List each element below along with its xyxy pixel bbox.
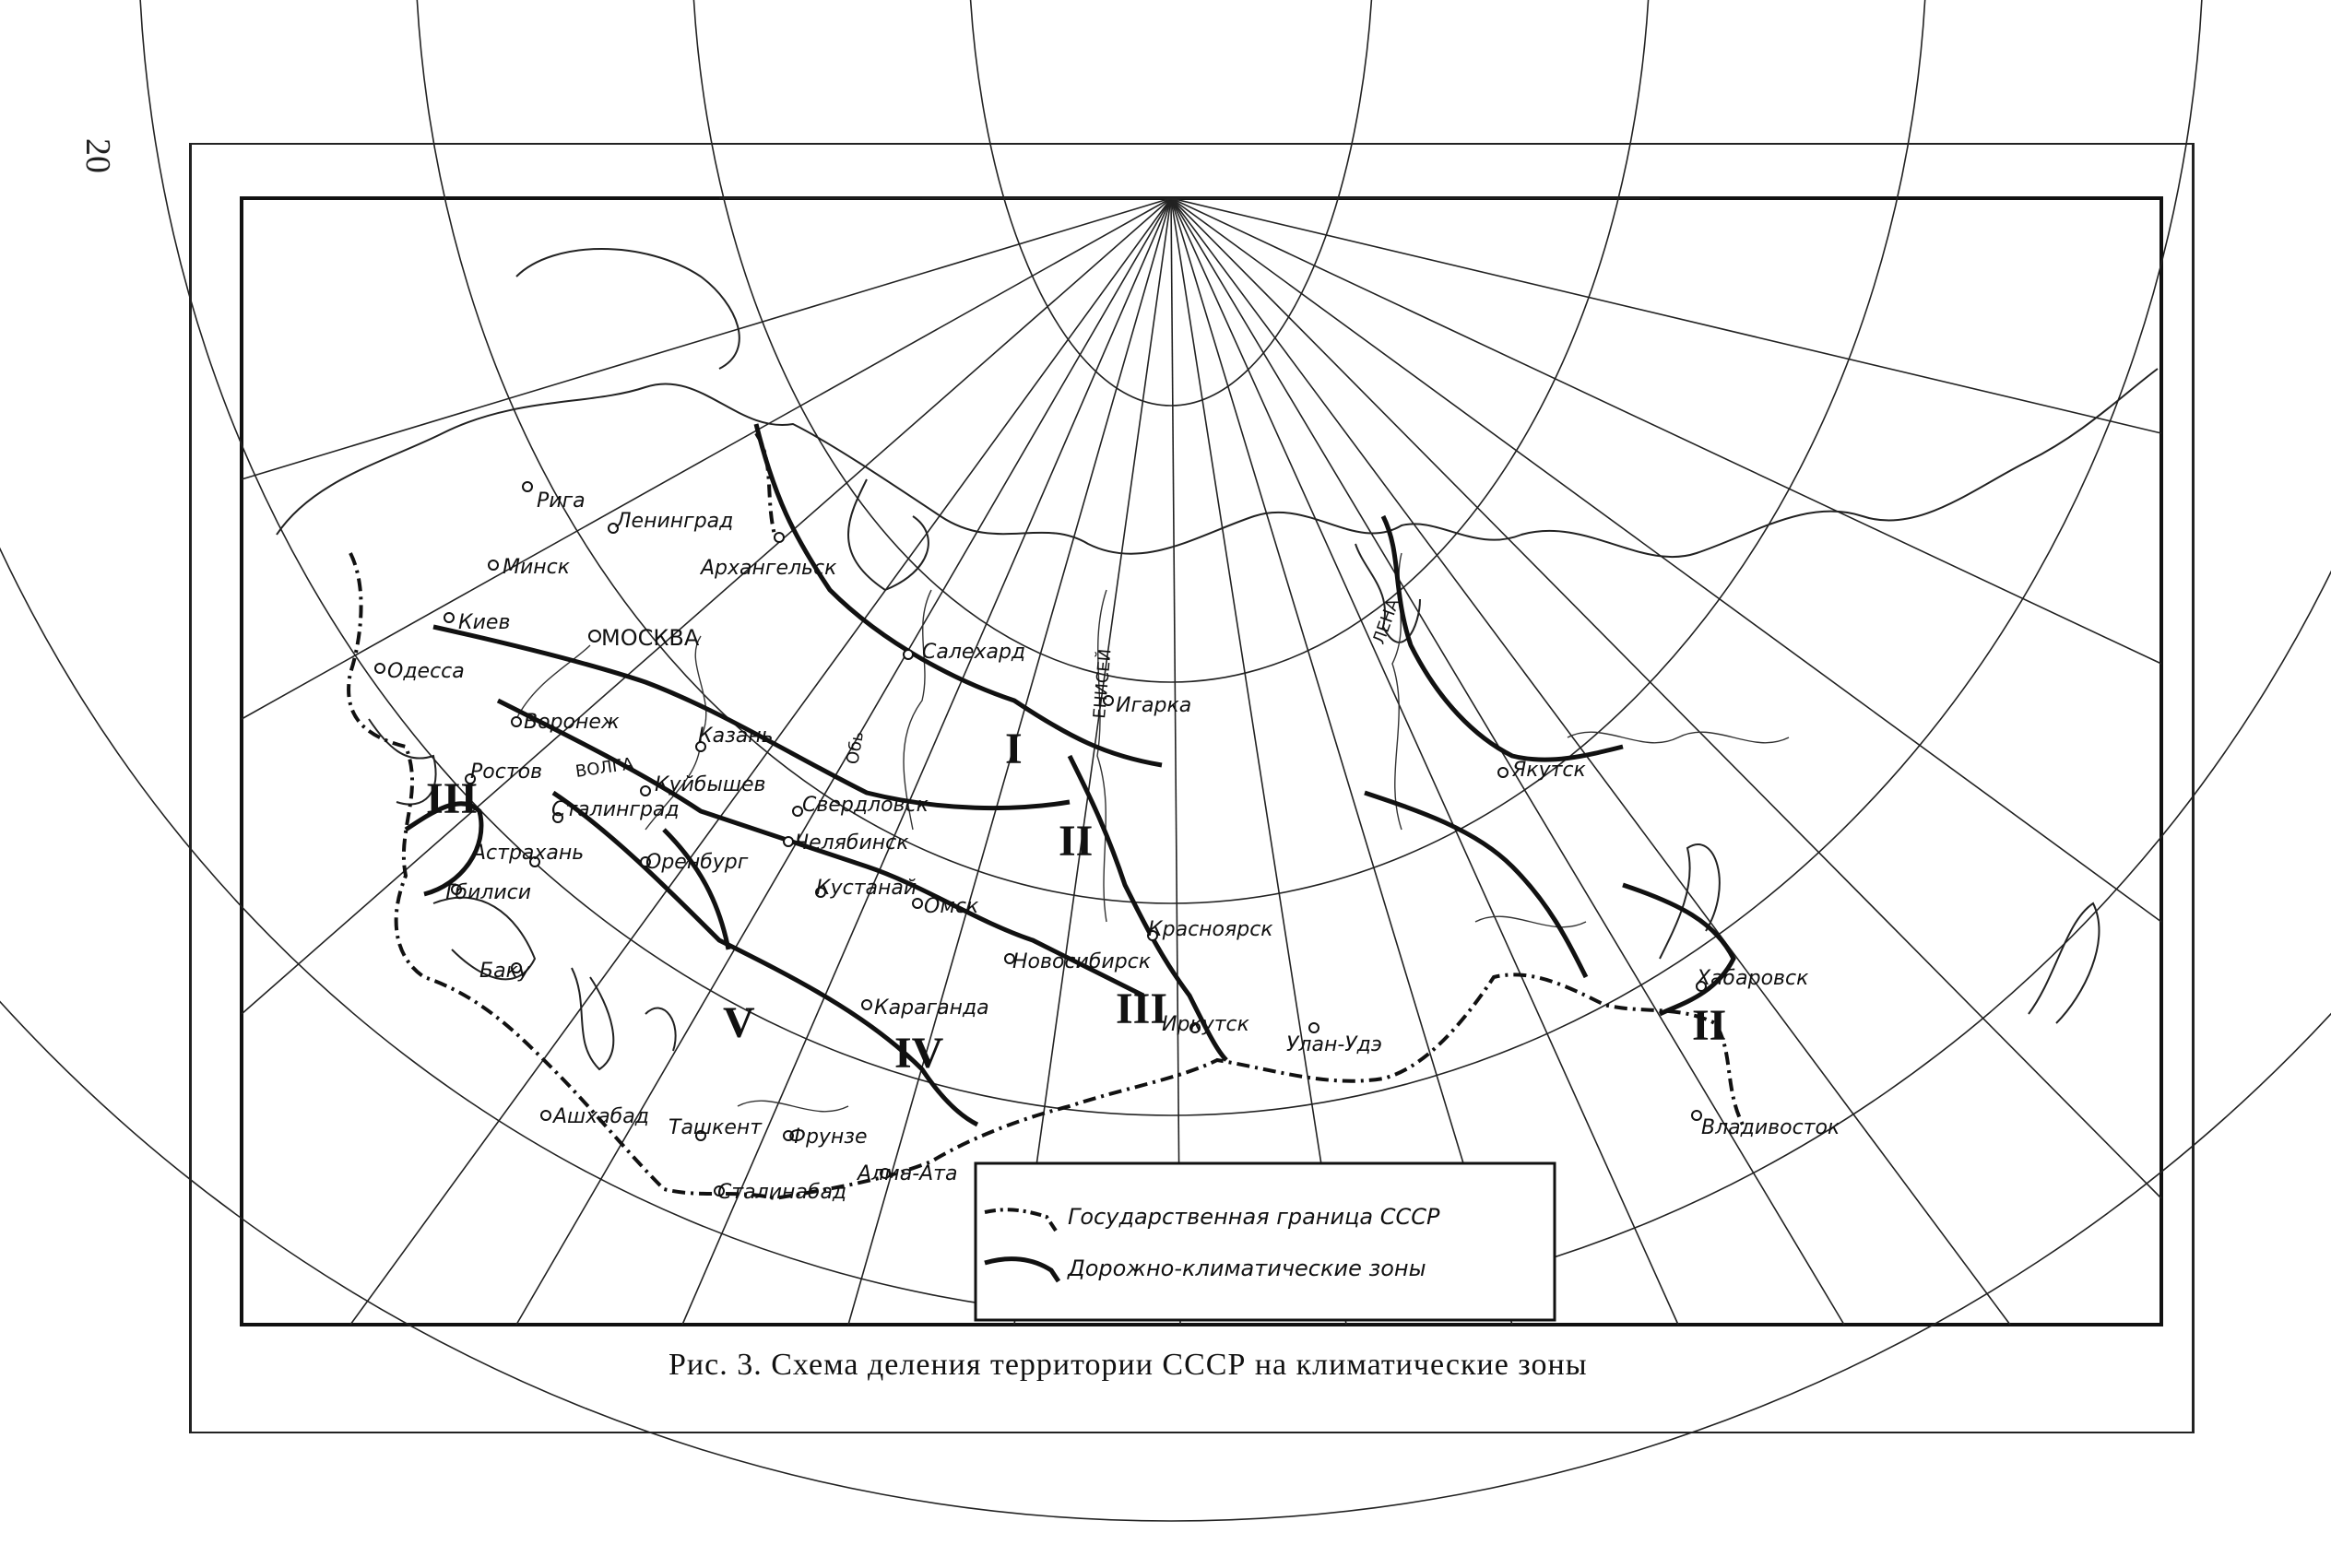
city-label-stalinabad: Сталинабад [717,1181,847,1204]
city-label-odessa: Одесса [387,660,465,683]
city-label-minsk: Минск [503,556,571,579]
zone-label-V: V [723,998,755,1047]
city-label-omsk: Омск [924,895,979,918]
figure-caption: Рис. 3. Схема деления территории СССР на климатические зоны [669,1348,1588,1382]
city-markers [375,482,1706,1196]
river-label-lena: ЛЕНА [1368,595,1404,647]
city-label-yakutsk: Якутск [1512,759,1586,782]
city-label-igarka: Игарка [1116,694,1192,717]
city-label-kazan: Казань [698,725,774,748]
zone-label-II-east: II [1692,1001,1727,1050]
city-label-leningrad: Ленинград [616,510,734,533]
city-label-rostov: Ростов [470,760,543,784]
city-label-tashkent: Ташкент [669,1116,763,1139]
legend-zones-label: Дорожно-климатические зоны [1068,1256,1426,1281]
city-label-chelyabinsk: Челябинск [795,831,909,855]
city-label-krasnoyarsk: Красноярск [1148,918,1273,941]
city-label-riga: Рига [537,489,586,513]
city-label-novosibirsk: Новосибирск [1012,950,1152,973]
zone-label-II: II [1059,817,1094,866]
city-label-alma-ata: Алма-Ата [858,1162,958,1185]
city-label-ashkhabad: Ашхабад [553,1105,649,1128]
city-label-astrakhan: Астрахань [472,842,585,865]
city-label-tbilisi: Тбилиси [443,881,532,904]
city-label-kiev: Киев [458,611,511,634]
zone-label-IV: IV [894,1029,944,1078]
legend-box [976,1163,1555,1320]
city-label-khabarovsk: Хабаровск [1697,967,1809,990]
city-label-arkhangelsk: Архангельск [701,557,837,580]
zone-label-III-west: III [426,774,479,823]
city-labels [387,489,1840,1204]
page-number: 20 [78,138,117,173]
city-label-stalingrad: Сталинград [551,798,680,821]
legend-border-label: Государственная граница СССР [1068,1204,1440,1230]
zone-label-III-central: III [1116,984,1168,1033]
city-label-kuibyshev: Куйбышев [655,773,766,796]
city-label-karaganda: Караганда [874,996,989,1020]
legend [976,1163,1555,1320]
city-label-irkutsk: Иркутск [1162,1013,1249,1036]
city-label-baku: Баку [479,960,530,983]
city-label-orenburg: Оренбург [645,851,749,874]
zone-label-I: I [1005,725,1023,773]
city-label-salekhard: Салехард [922,641,1026,664]
river-label-ob: Обь [843,729,869,766]
city-label-kustanai: Кустанай [816,877,917,900]
city-label-sverdlovsk: Свердловск [802,794,929,817]
city-label-moskva: МОСКВА [601,625,700,651]
city-label-vladivostok: Владивосток [1701,1116,1840,1139]
city-label-voronezh: Воронеж [524,711,620,734]
river-label-volga: ВОЛГА [574,754,635,782]
river-label-enisei: ЕНИСЕЙ [1090,648,1116,720]
city-label-ulan-ude: Улан-Удэ [1286,1033,1382,1056]
city-label-frunze: Фрунзе [788,1126,868,1149]
